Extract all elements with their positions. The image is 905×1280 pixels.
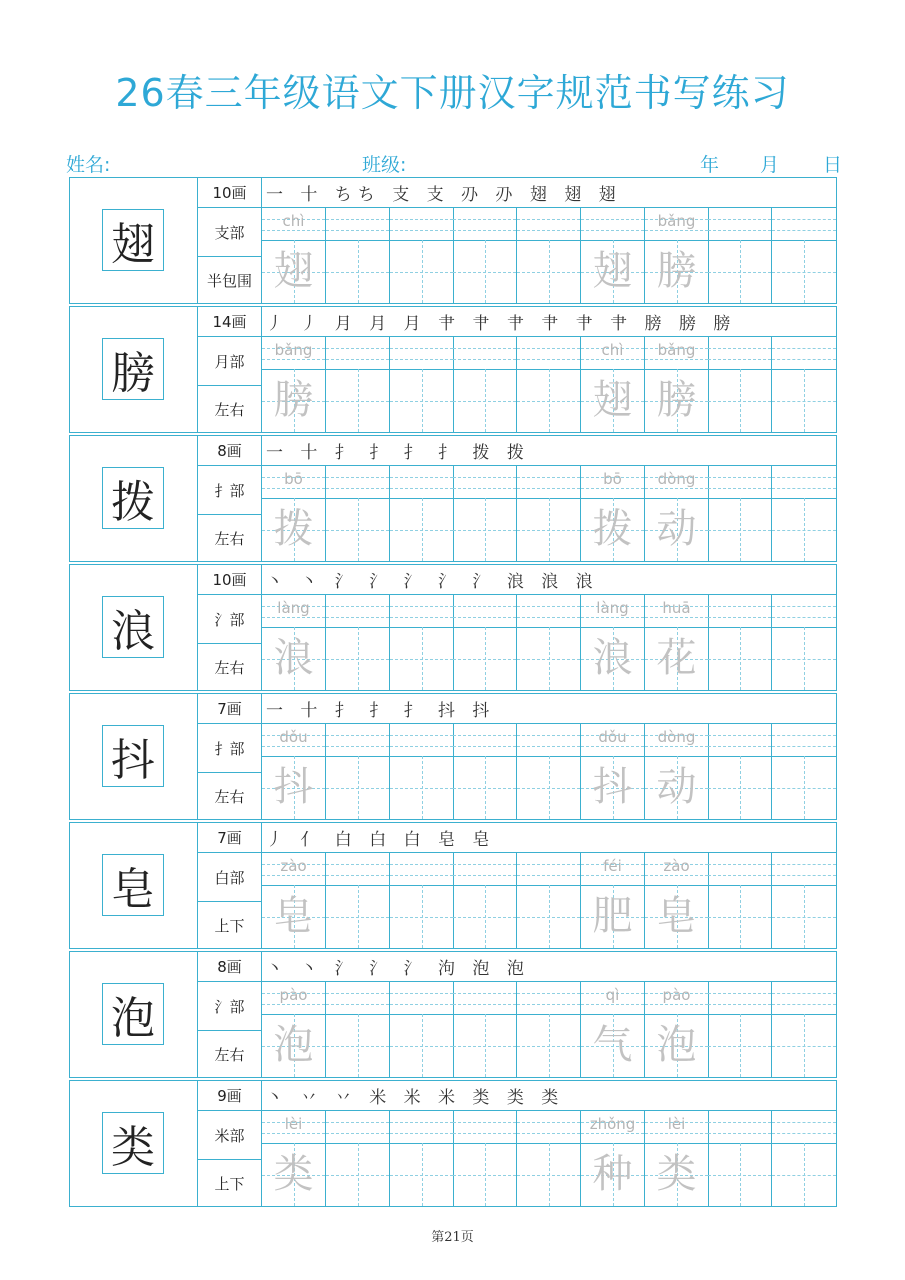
- trace-char: 类: [273, 1151, 314, 1197]
- writing-cell[interactable]: [772, 595, 836, 690]
- writing-cell[interactable]: [326, 853, 390, 948]
- stroke-order: 丿 丿 月 月 月 肀 肀 肀 肀 肀 肀 膀 膀 膀: [262, 307, 836, 337]
- trace-char: 膀: [656, 248, 697, 294]
- pinyin-text: dǒu: [598, 728, 627, 746]
- stroke-order: 丶 丶 氵 氵 氵 泃 泡 泡: [262, 952, 836, 982]
- writing-cell[interactable]: [645, 337, 709, 432]
- writing-cell[interactable]: [708, 208, 772, 303]
- char-block: [69, 822, 837, 949]
- stroke-count: 14画: [198, 307, 262, 337]
- writing-cell[interactable]: [581, 982, 645, 1077]
- trace-char: 皂: [273, 893, 314, 939]
- radical: 氵部: [198, 595, 262, 644]
- stroke-count: 8画: [198, 952, 262, 982]
- radical: 扌部: [198, 724, 262, 773]
- writing-cell[interactable]: [390, 466, 454, 561]
- radical: 米部: [198, 1111, 262, 1160]
- writing-grid: [262, 337, 836, 432]
- stroke-order: 丶 丷 丷 米 米 米 类 类 类: [262, 1081, 836, 1111]
- writing-cell[interactable]: [517, 1111, 581, 1206]
- writing-cell[interactable]: [262, 466, 326, 561]
- writing-cell[interactable]: [517, 982, 581, 1077]
- day-label: 日: [823, 154, 843, 176]
- writing-cell[interactable]: [262, 853, 326, 948]
- radical: 扌部: [198, 466, 262, 515]
- trace-char: 翅: [592, 248, 633, 294]
- writing-cell[interactable]: [517, 466, 581, 561]
- writing-cell[interactable]: [772, 337, 836, 432]
- writing-grid: [262, 595, 836, 690]
- model-char-box: [70, 694, 198, 819]
- char-block: [69, 306, 837, 433]
- writing-cell[interactable]: [262, 724, 326, 819]
- model-char-box: [70, 1081, 198, 1206]
- pinyin-text: zhǒng: [589, 1115, 636, 1133]
- pinyin-text: féi: [603, 857, 622, 875]
- model-char: 拨: [102, 467, 164, 529]
- char-block: [69, 693, 837, 820]
- trace-char: 浪: [592, 635, 633, 681]
- pinyin-text: lèi: [667, 1115, 686, 1133]
- writing-cell[interactable]: [390, 724, 454, 819]
- pinyin-text: bō: [284, 470, 303, 488]
- pinyin-text: bǎng: [274, 341, 313, 359]
- writing-cell[interactable]: [645, 1111, 709, 1206]
- writing-cell[interactable]: [262, 982, 326, 1077]
- writing-grid: [262, 466, 836, 561]
- model-char: 类: [102, 1112, 164, 1174]
- writing-cell[interactable]: [453, 853, 517, 948]
- page-number: 第21页: [431, 1230, 474, 1245]
- writing-cell[interactable]: [326, 595, 390, 690]
- trace-char: 抖: [273, 764, 314, 810]
- pinyin-text: zào: [663, 857, 690, 875]
- writing-cell[interactable]: [645, 208, 709, 303]
- pinyin-text: bǎng: [657, 341, 696, 359]
- writing-grid: [262, 208, 836, 303]
- structure: 左右: [198, 644, 262, 690]
- writing-cell[interactable]: [581, 853, 645, 948]
- trace-char: 类: [656, 1151, 697, 1197]
- writing-cell[interactable]: [262, 337, 326, 432]
- trace-char: 皂: [656, 893, 697, 939]
- writing-cell[interactable]: [517, 724, 581, 819]
- writing-cell[interactable]: [326, 337, 390, 432]
- writing-cell[interactable]: [517, 853, 581, 948]
- writing-cell[interactable]: [390, 1111, 454, 1206]
- stroke-order: 一 十 扌 扌 扌 抖 抖: [262, 694, 836, 724]
- writing-cell[interactable]: [772, 1111, 836, 1206]
- pinyin-text: làng: [596, 599, 629, 617]
- year-label: 年: [700, 154, 720, 176]
- model-char: 膀: [102, 338, 164, 400]
- writing-cell[interactable]: [772, 853, 836, 948]
- trace-char: 种: [592, 1151, 633, 1197]
- structure: 半包围: [198, 257, 262, 303]
- trace-char: 抖: [592, 764, 633, 810]
- radical: 支部: [198, 208, 262, 257]
- writing-cell[interactable]: [645, 853, 709, 948]
- pinyin-text: pào: [662, 986, 691, 1004]
- writing-cell[interactable]: [645, 724, 709, 819]
- model-char-box: [70, 823, 198, 948]
- writing-cell[interactable]: [390, 208, 454, 303]
- model-char: 浪: [102, 596, 164, 658]
- writing-cell[interactable]: [326, 1111, 390, 1206]
- writing-cell[interactable]: [326, 724, 390, 819]
- writing-cell[interactable]: [581, 466, 645, 561]
- radical: 氵部: [198, 982, 262, 1031]
- writing-cell[interactable]: [262, 1111, 326, 1206]
- trace-char: 肥: [592, 893, 633, 939]
- writing-cell[interactable]: [453, 982, 517, 1077]
- writing-cell[interactable]: [645, 595, 709, 690]
- structure: 左右: [198, 773, 262, 819]
- pinyin-text: chì: [282, 212, 305, 230]
- writing-cell[interactable]: [390, 595, 454, 690]
- trace-char: 动: [656, 506, 697, 552]
- writing-cell[interactable]: [708, 337, 772, 432]
- pinyin-text: bǎng: [657, 212, 696, 230]
- writing-cell[interactable]: [390, 853, 454, 948]
- stroke-order: 一 十 扌 扌 扌 扌 拨 拨: [262, 436, 836, 466]
- writing-grid: [262, 853, 836, 948]
- pinyin-text: lèi: [284, 1115, 303, 1133]
- writing-cell[interactable]: [517, 337, 581, 432]
- model-char-box: [70, 565, 198, 690]
- writing-cell[interactable]: [517, 595, 581, 690]
- writing-cell[interactable]: [326, 466, 390, 561]
- writing-cell[interactable]: [453, 466, 517, 561]
- pinyin-text: qì: [605, 986, 620, 1004]
- class-label: 班级:: [362, 154, 407, 176]
- writing-cell[interactable]: [708, 1111, 772, 1206]
- writing-cell[interactable]: [772, 466, 836, 561]
- writing-cell[interactable]: [390, 337, 454, 432]
- char-block: [69, 1080, 837, 1207]
- writing-cell[interactable]: [708, 724, 772, 819]
- writing-cell[interactable]: [262, 595, 326, 690]
- writing-cell[interactable]: [581, 724, 645, 819]
- structure: 左右: [198, 386, 262, 432]
- writing-cell[interactable]: [772, 982, 836, 1077]
- trace-char: 泡: [656, 1022, 697, 1068]
- trace-char: 翅: [592, 377, 633, 423]
- pinyin-text: dǒu: [279, 728, 308, 746]
- structure: 左右: [198, 515, 262, 561]
- pinyin-text: zào: [280, 857, 307, 875]
- pinyin-text: dòng: [657, 470, 696, 488]
- pinyin-text: pào: [279, 986, 308, 1004]
- model-char-box: [70, 436, 198, 561]
- writing-cell[interactable]: [453, 1111, 517, 1206]
- writing-cell[interactable]: [453, 208, 517, 303]
- writing-grid: [262, 724, 836, 819]
- trace-char: 膀: [656, 377, 697, 423]
- writing-cell[interactable]: [453, 724, 517, 819]
- writing-grid: [262, 1111, 836, 1206]
- stroke-count: 10画: [198, 178, 262, 208]
- stroke-order: 丿 亻 白 白 白 皂 皂: [262, 823, 836, 853]
- trace-char: 膀: [273, 377, 314, 423]
- pinyin-text: dòng: [657, 728, 696, 746]
- pinyin-text: chì: [601, 341, 624, 359]
- writing-cell[interactable]: [326, 982, 390, 1077]
- pinyin-text: huā: [662, 599, 691, 617]
- writing-cell[interactable]: [645, 466, 709, 561]
- model-char-box: [70, 307, 198, 432]
- trace-char: 拨: [273, 506, 314, 552]
- char-block: [69, 564, 837, 691]
- radical: 白部: [198, 853, 262, 902]
- structure: 上下: [198, 1160, 262, 1206]
- trace-char: 翅: [273, 248, 314, 294]
- trace-char: 动: [656, 764, 697, 810]
- trace-char: 浪: [273, 635, 314, 681]
- stroke-order: 丶 丶 氵 氵 氵 氵 氵 浪 浪 浪: [262, 565, 836, 595]
- writing-cell[interactable]: [517, 208, 581, 303]
- month-label: 月: [760, 154, 780, 176]
- stroke-order: 一 十 ちち 支 支 刅 刅 翅 翅 翅: [262, 178, 836, 208]
- trace-char: 拨: [592, 506, 633, 552]
- writing-cell[interactable]: [453, 337, 517, 432]
- writing-cell[interactable]: [772, 208, 836, 303]
- pinyin-text: làng: [277, 599, 310, 617]
- stroke-count: 9画: [198, 1081, 262, 1111]
- writing-cell[interactable]: [581, 1111, 645, 1206]
- writing-cell[interactable]: [708, 595, 772, 690]
- writing-cell[interactable]: [581, 595, 645, 690]
- writing-cell[interactable]: [326, 208, 390, 303]
- writing-cell[interactable]: [772, 724, 836, 819]
- char-block: [69, 177, 837, 304]
- writing-grid: [262, 982, 836, 1077]
- writing-cell[interactable]: [708, 982, 772, 1077]
- model-char: 翅: [102, 209, 164, 271]
- model-char: 抖: [102, 725, 164, 787]
- stroke-count: 7画: [198, 823, 262, 853]
- writing-cell[interactable]: [581, 337, 645, 432]
- char-block: [69, 435, 837, 562]
- trace-char: 花: [656, 635, 697, 681]
- trace-char: 泡: [273, 1022, 314, 1068]
- writing-cell[interactable]: [390, 982, 454, 1077]
- stroke-count: 7画: [198, 694, 262, 724]
- structure: 左右: [198, 1031, 262, 1077]
- stroke-count: 10画: [198, 565, 262, 595]
- writing-cell[interactable]: [453, 595, 517, 690]
- char-block: [69, 951, 837, 1078]
- name-label: 姓名:: [66, 154, 111, 176]
- stroke-count: 8画: [198, 436, 262, 466]
- pinyin-text: bō: [603, 470, 622, 488]
- structure: 上下: [198, 902, 262, 948]
- trace-char: 气: [592, 1022, 633, 1068]
- model-char-box: [70, 178, 198, 303]
- writing-cell[interactable]: [645, 982, 709, 1077]
- radical: 月部: [198, 337, 262, 386]
- page-title: 26春三年级语文下册汉字规范书写练习: [115, 71, 790, 115]
- model-char: 皂: [102, 854, 164, 916]
- writing-cell[interactable]: [708, 853, 772, 948]
- writing-cell[interactable]: [708, 466, 772, 561]
- model-char: 泡: [102, 983, 164, 1045]
- model-char-box: [70, 952, 198, 1077]
- writing-cell[interactable]: [581, 208, 645, 303]
- writing-cell[interactable]: [262, 208, 326, 303]
